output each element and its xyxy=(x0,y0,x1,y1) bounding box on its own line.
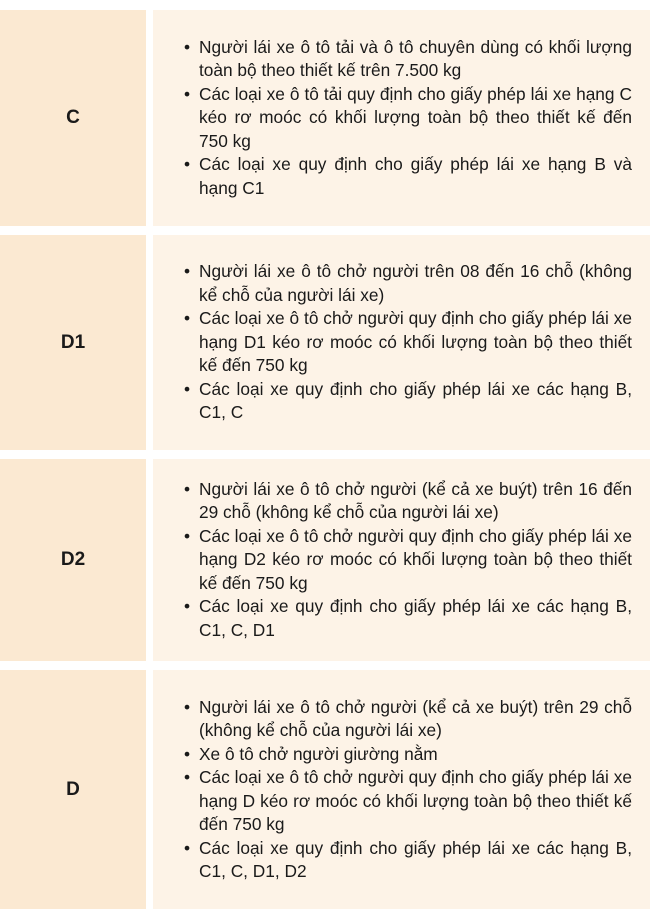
table-row xyxy=(0,459,650,661)
list-item: • Các loại xe ô tô chở người quy định cho giấy phép lái xe hạng D2 kéo rơ moóc có khối lượng toàn bộ theo thiết kế đến 750 kg xyxy=(199,525,632,596)
vehicle-list xyxy=(153,36,650,201)
table-row xyxy=(0,10,650,226)
list-item: • Các loại xe quy định cho giấy phép lái xe hạng B và hạng C1 xyxy=(199,153,632,200)
table-row xyxy=(0,670,650,909)
list-item: • Các loại xe quy định cho giấy phép lái xe các hạng B, C1, C xyxy=(199,378,632,425)
list-item: • Các loại xe quy định cho giấy phép lái xe các hạng B, C1, C, D1 xyxy=(199,595,632,642)
list-item: • Các loại xe quy định cho giấy phép lái xe các hạng B, C1, C, D1, D2 xyxy=(199,837,632,884)
license-class-cell: D xyxy=(0,670,146,909)
license-class-cell: D2 xyxy=(0,459,146,661)
list-item: • Xe ô tô chở người giường nằm xyxy=(199,743,632,767)
license-class-cell: C xyxy=(0,10,146,226)
list-item: • Người lái xe ô tô tải và ô tô chuyên dùng có khối lượng toàn bộ theo thiết kế trên 7.500 kg xyxy=(199,36,632,83)
vehicle-list xyxy=(153,260,650,425)
list-item: • Các loại xe ô tô chở người quy định cho giấy phép lái xe hạng D kéo rơ moóc có khối lượng toàn bộ theo thiết kế đến 750 kg xyxy=(199,766,632,837)
vehicle-list xyxy=(153,696,650,884)
list-item: • Các loại xe ô tô tải quy định cho giấy phép lái xe hạng C kéo rơ moóc có khối lượng toàn bộ theo thiết kế đến 750 kg xyxy=(199,83,632,154)
vehicle-description-cell xyxy=(153,670,650,909)
table-row xyxy=(0,235,650,450)
vehicle-description-cell xyxy=(153,235,650,450)
license-class-cell: D1 xyxy=(0,235,146,450)
list-item: • Người lái xe ô tô chở người (kể cả xe buýt) trên 29 chỗ (không kể chỗ của người lái xe) xyxy=(199,696,632,743)
vehicle-list xyxy=(153,478,650,643)
vehicle-description-cell xyxy=(153,10,650,226)
vehicle-description-cell xyxy=(153,459,650,661)
list-item: • Người lái xe ô tô chở người (kể cả xe buýt) trên 16 đến 29 chỗ (không kể chỗ của người lái xe) xyxy=(199,478,632,525)
list-item: • Người lái xe ô tô chở người trên 08 đến 16 chỗ (không kể chỗ của người lái xe) xyxy=(199,260,632,307)
list-item: • Các loại xe ô tô chở người quy định cho giấy phép lái xe hạng D1 kéo rơ moóc có khối lượng toàn bộ theo thiết kế đến 750 kg xyxy=(199,307,632,378)
